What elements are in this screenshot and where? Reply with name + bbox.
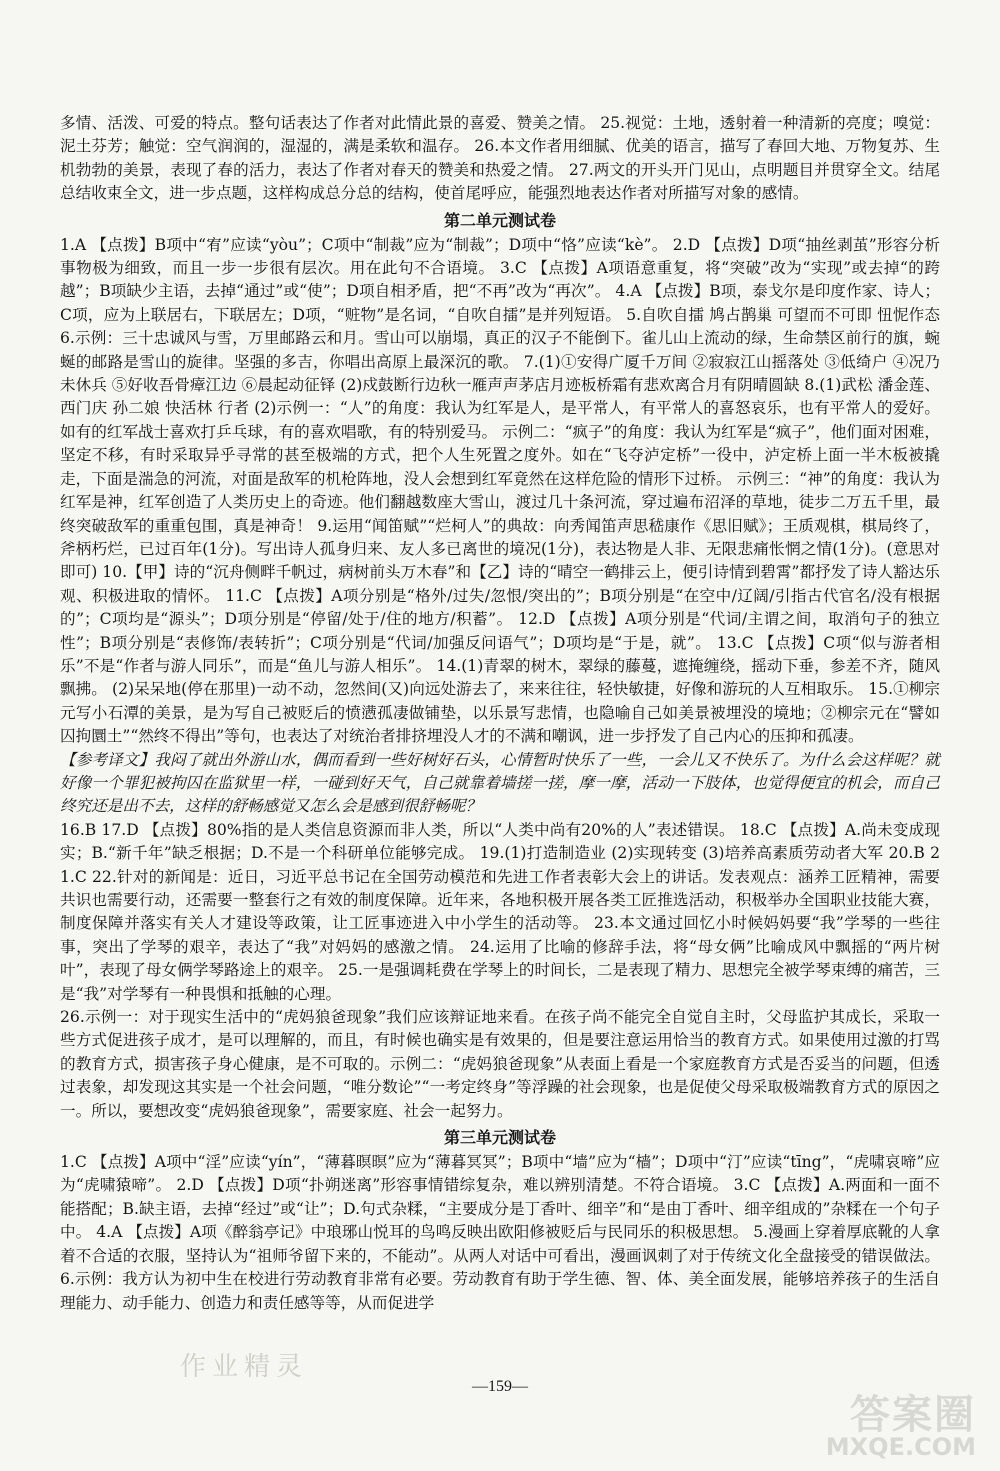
section-heading: 第二单元测试卷 — [443, 210, 556, 230]
answer-page — [60, 112, 940, 1315]
answer-paragraph: 1.C 【点拨】A项中“淫”应读“yín”，“薄暮暝暝”应为“薄暮冥冥”；B项中“墙”应为“樯”；D项中“汀”应读“tīng”，“虎啸哀啼”应为“虎啸猿啼”。 2.D 【点拨】D项“扑朔迷离”形容事情错综复杂，难以辨别清楚。不符合语境。 3.C 【点拨】A.两面和一面不能搭配；B.缺主语，去掉“经过”或“让”；D.句式杂糅，“主要成分是丁香叶、细辛”和“是由丁香叶、细辛组成的”杂糅在一个句子中。 4.A 【点拨】A项《醉翁亭记》中琅琊山悦耳的鸟鸣反映出欧阳修被贬后与民同乐的积极思想。 5.漫画上穿着厚底靴的人拿着不合适的衣服，坚持认为“祖师爷留下来的，不能动”。从两人对话中可看出，漫画讽刺了对于传统文化全盘接受的错误做法。 6.示例：我方认为初中生在校进行劳动教育非常有必要。劳动教育有助于学生德、智、体、美全面发展，能够培养孩子的生活自理能力、动手能力、创造力和责任感等等，从而促进学 — [60, 1153, 940, 1312]
answer-paragraph: 26.示例一：对于现实生活中的“虎妈狼爸现象”我们应该辩证地来看。在孩子尚不能完全自觉自主时，父母监护其成长，采取一些方式促进孩子成才，是可以理解的，而且，有时候也确实是有效果的，但是要注意运用恰当的教育方式。如果使用过激的打骂的教育方式，损害孩子身心健康，是不可取的。示例二：“虎妈狼爸现象”从表面上看是一个家庭教育方式是否妥当的问题，但透过表象，却发现这其实是一个社会问题，“唯分数论”“一考定终身”等浮躁的社会现象，也是促使父母采取极端教育方式的原因之一。所以，要想改变“虎妈狼爸现象”，需要家庭、社会一起努力。 — [60, 1008, 940, 1120]
watermark-url: MXQE.COM — [825, 1433, 976, 1461]
reference-translation: 【参考译文】我闷了就出外游山水，偶而看到一些好树好石头，心情暂时快乐了一些，一会儿又不快乐了。为什么会这样呢？就好像一个罪犯被拘囚在监狱里一样，一碰到好天气，自己就靠着墙搓一搓，摩一摩，活动一下肢体，也觉得便宜的机会，而自己终究还是出不去，这样的舒畅感觉又怎么会是感到很舒畅呢？ — [60, 750, 940, 816]
watermark-logo: 答案圈 — [850, 1392, 976, 1438]
site-watermark — [802, 1383, 982, 1463]
section-heading: 第三单元测试卷 — [443, 1128, 556, 1148]
answer-paragraph: 1.A 【点拨】B项中“宥”应读“yòu”；C项中“制裁”应为“制裁”；D项中“恪”应读“kè”。 2.D 【点拨】D项“抽丝剥茧”形容分析事物极为细致，而且一步一步很有层次。用在此句不合语境。 3.C 【点拨】A项语意重复，将“突破”改为“实现”或去掉“的跨越”；B项缺少主语，去掉“通过”或“使”；D项自相矛盾，把“不再”改为“再次”。 4.A 【点拨】B项，泰戈尔是印度作家、诗人；C项，应为上联居右，下联居左；D项，“赃物”是名词，“自吹自擂”是并列短语。 5.自吹自擂 鸠占鹊巢 可望而不可即 忸怩作态 6.示例：三十忠诚风与雪，万里邮路云和月。雪山可以崩塌，真正的汉子不能倒下。雀儿山上流动的绿，生命禁区前行的旗，蜿蜒的邮路是雪山的旋律。坚强的多吉，你唱出高原上最深沉的歌。 7.(1)①安得广厦千万间 ②寂寂江山摇落处 ③低绮户 ④况乃未休兵 ⑤好收吾骨瘴江边 ⑥晨起动征铎 (2)戍鼓断行边秋一雁声声茅店月迹板桥霜有悲欢离合月有阴晴圆缺 8.(1)武松 潘金莲、西门庆 孙二娘 快活林 行者 (2)示例一：“人”的角度：我认为红军是人，是平常人，有平常人的喜怒哀乐，也有平常人的爱好。如有的红军战士喜欢打乒乓球，有的喜欢唱歌，有的特别爱马。 示例二：“疯子”的角度：我认为红军是“疯子”，他们面对困难，坚定不移，有时采取异乎寻常的甚至极端的方式，把个人生死置之度外。如在“飞夺泸定桥”一役中，泸定桥上面一半木板被撬走，下面是湍急的河流，对面是敌军的机枪阵地，没人会想到红军竟然在这样危险的情形下过桥。 示例三：“神”的角度：我认为红军是神，红军创造了人类历史上的奇迹。他们翻越数座大雪山，渡过几十条河流，穿过遍布沼泽的草地，徒步二万五千里，最终突破敌军的重重包围，真是神奇！ 9.运用“闻笛赋”“烂柯人”的典故：向秀闻笛声思嵇康作《思旧赋》；王质观棋，棋局终了，斧柄朽烂，已过百年(1分)。写出诗人孤身归来、友人多已离世的境况(1分)，表达物是人非、无限悲痛怅惘之情(1分)。(意思对即可) 10.【甲】诗的“沉舟侧畔千帆过，病树前头万木春”和【乙】诗的“晴空一鹤排云上，便引诗情到碧霄”都抒发了诗人豁达乐观、积极进取的情怀。 11.C 【点拨】A项分别是“格外/过失/忽恨/突出的”；B项分别是“在空中/辽阔/引指古代官名/没有根据的”；C项均是“源头”；D项分别是“停留/处于/住的地方/积蓄”。 12.D 【点拨】A项分别是“代词/主谓之间，取消句子的独立性”；B项分别是“表修饰/表转折”；C项分别是“代词/加强反问语气”；D项均是“于是，就”。 13.C 【点拨】C项“似与游者相乐”不是“作者与游人同乐”，而是“鱼儿与游人相乐”。 14.(1)青翠的树木，翠绿的藤蔓，遮掩缠绕，摇动下垂，参差不齐，随风飘拂。 (2)呆呆地(停在那里)一动不动，忽然间(又)向远处游去了，来来往往，轻快敏捷，好像和游玩的人互相取乐。 15.①柳宗元写小石潭的美景，是为写自己被贬后的愤懑孤凄做铺垫，以乐景写悲情，也隐喻自己如美景被埋没的境地；②柳宗元在“譬如囚拘圜土”“然终不得出”等句，也表达了对统治者排挤埋没人才的不满和嘲讽，进一步抒发了自己内心的压抑和孤凄。 — [60, 235, 940, 746]
page-number: —159— — [472, 1378, 528, 1395]
faint-watermark: 作业精灵 — [180, 1352, 309, 1382]
answer-paragraph: 多情、活泼、可爱的特点。整句话表达了作者对此情此景的喜爱、赞美之情。 25.视觉：土地，透射着一种清新的亮度；嗅觉：泥土芬芳；触觉：空气润润的，湿湿的，满是柔软和温存。 26.本文作者用细腻、优美的语言，描写了春回大地、万物复苏、生机勃勃的美景，表现了春的活力，表达了作者对春天的赞美和热爱之情。 27.两文的开头开门见山，点明题目并贯穿全文。结尾总结收束全文，进一步点题，这样构成总分总的结构，使首尾呼应，能强烈地表达作者对所描写对象的感情。 — [60, 114, 940, 203]
answer-paragraph: 16.B 17.D 【点拨】80%指的是人类信息资源而非人类，所以“人类中尚有20%的人”表述错误。 18.C 【点拨】A.尚未变成现实；B.“新千年”缺乏根据；D.不是一个科研单位能够完成。 19.(1)打造制造业 (2)实现转变 (3)培养高素质劳动者大军 20.B 21.C 22.针对的新闻是：近日，习近平总书记在全国劳动模范和先进工作者表彰大会上的讲话。发表观点：涵养工匠精神，需要共识也需要行动，还需要一整套行之有效的制度保障。近年来，各地积极开展各类工匠推选活动，积极举办全国职业技能大赛，制度保障并落实有关人才建设等政策，让工匠事迹进入中小学生的活动等。 23.本文通过回忆小时候妈妈要“我”学琴的一些往事，突出了学琴的艰辛，表达了“我”对妈妈的感激之情。 24.运用了比喻的修辞手法，将“母女俩”比喻成风中飘摇的“两片树叶”，表现了母女俩学琴路途上的艰辛。 25.一是强调耗费在学琴上的时间长，二是表现了精力、思想完全被学琴束缚的痛苦，三是“我”对学琴有一种畏惧和抵触的心理。 — [60, 820, 940, 1003]
